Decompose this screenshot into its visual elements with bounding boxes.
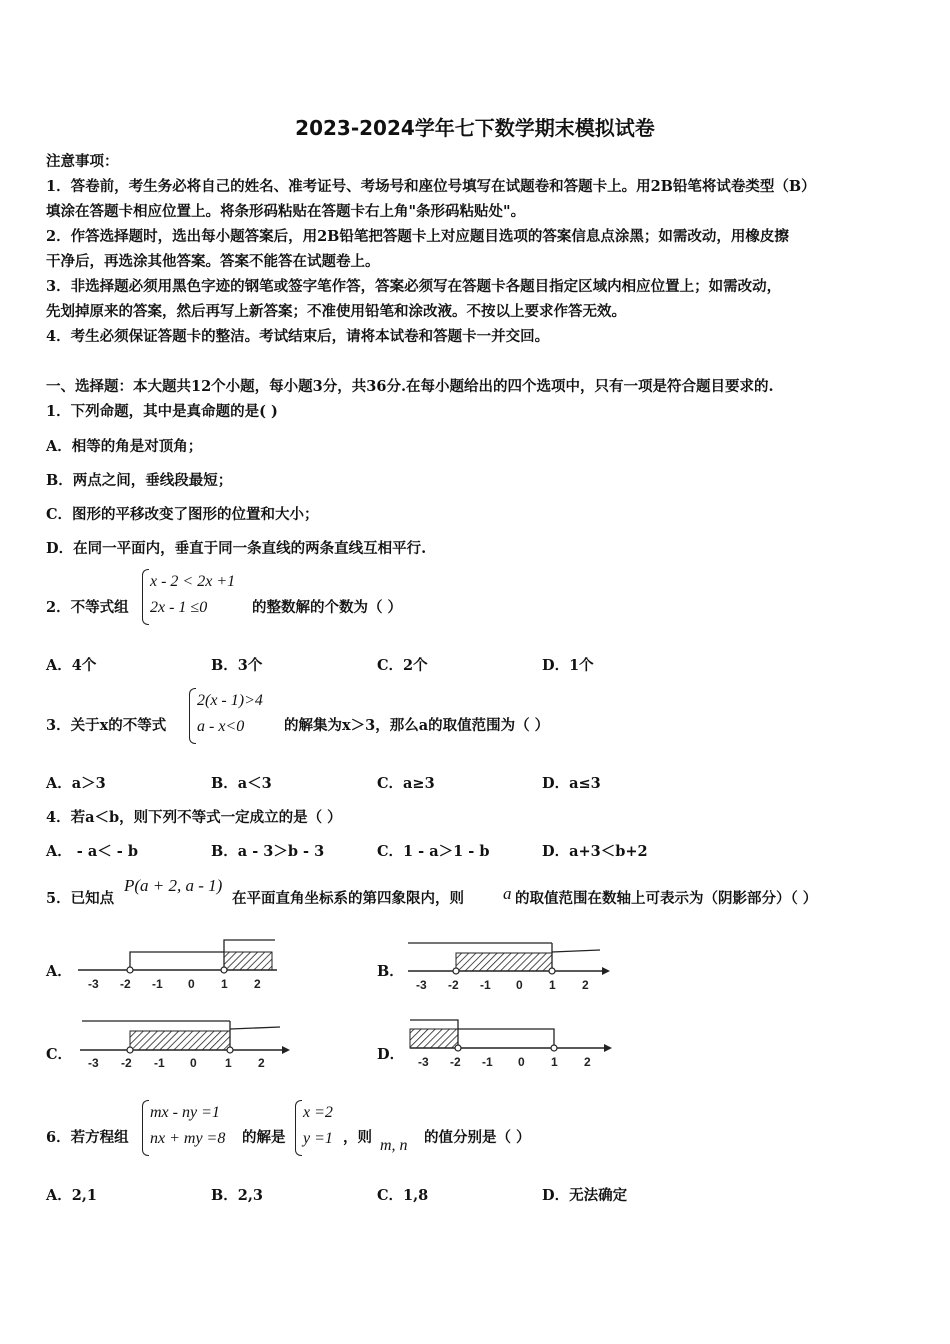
q2-option-a: A．4个 [46, 657, 97, 674]
tick-label: -3 [418, 1055, 429, 1069]
q1-option-a: A．相等的角是对顶角； [46, 438, 203, 455]
q3-option-a: A．a＞3 [46, 775, 106, 792]
q2-option-c: C．2个 [377, 657, 428, 674]
q5-prefix: 5．已知点 [46, 890, 115, 907]
q5-point: P(a + 2, a - 1) [124, 876, 223, 895]
tick-label: -3 [416, 978, 427, 992]
notice-heading: 注意事项： [46, 153, 119, 170]
q4-option-c: C．1 - a＞1 - b [377, 843, 490, 860]
q3-option-d: D．a≤3 [542, 775, 601, 792]
tick-label: 2 [584, 1055, 591, 1069]
tick-label: 1 [551, 1055, 558, 1069]
tick-label: -3 [88, 1056, 99, 1070]
brace [142, 1100, 149, 1156]
tick-label: 0 [516, 978, 523, 992]
q6-option-c: C．1,8 [377, 1187, 429, 1204]
q6-sys1-row-1: mx - ny =1 [150, 1104, 220, 1121]
brace [189, 688, 196, 744]
q2-sys-row-1: x - 2 < 2x +1 [150, 573, 236, 590]
q1-option-d: D．在同一平面内，垂直于同一条直线的两条直线互相平行. [46, 540, 427, 557]
tick-label: -1 [154, 1056, 165, 1070]
notice-line: 填涂在答题卡相应位置上。将条形码粘贴在答题卡右上角"条形码粘贴处"。 [46, 203, 526, 220]
tick-label: -2 [450, 1055, 461, 1069]
tick-label: -2 [120, 977, 131, 991]
tick-label: -2 [121, 1056, 132, 1070]
page-title: 2023-2024学年七下数学期末模拟试卷 [295, 116, 655, 140]
tick-label: 2 [258, 1056, 265, 1070]
q3-sys-row-1: 2(x - 1)>4 [197, 692, 263, 709]
number-line-c [80, 1021, 290, 1070]
q3-option-b: B．a＜3 [211, 775, 272, 792]
tick-label: 2 [582, 978, 589, 992]
q4-stem: 4．若a＜b，则下列不等式一定成立的是（ ） [46, 809, 342, 826]
q5-var: a [503, 884, 512, 903]
notice-line: 1．答卷前，考生务必将自己的姓名、准考证号、考场号和座位号填写在试题卷和答题卡上。用2B铅笔将试卷类型（B） [46, 178, 816, 195]
q3-option-c: C．a≥3 [377, 775, 435, 792]
tick-label: -1 [482, 1055, 493, 1069]
q5-option-c-label: C． [46, 1046, 73, 1063]
q6-option-d: D．无法确定 [542, 1187, 628, 1204]
number-line-b [408, 943, 610, 992]
q3-sys-row-2: a - x<0 [197, 718, 245, 735]
q5-suffix: 的取值范围在数轴上可表示为（阴影部分）（ ） [515, 890, 818, 907]
q6-sys1-row-2: nx + my =8 [150, 1130, 226, 1147]
q2-option-d: D．1个 [542, 657, 594, 674]
q6-sys2-row-1: x =2 [303, 1104, 333, 1121]
tick-label: 1 [549, 978, 556, 992]
q6-vars: m, n [380, 1137, 408, 1154]
number-line-d [410, 1020, 612, 1069]
q6-system-1 [142, 1100, 242, 1154]
brace [142, 569, 149, 625]
brace [295, 1100, 302, 1156]
tick-label: -1 [152, 977, 163, 991]
notice-line: 2．作答选择题时，选出每小题答案后，用2B铅笔把答题卡上对应题目选项的答案信息点涂黑；如需改动，用橡皮擦 [46, 228, 789, 245]
q3-suffix: 的解集为x＞3，那么a的取值范围为（ ） [284, 717, 550, 734]
q5-middle: 在平面直角坐标系的第四象限内，则 [232, 890, 464, 907]
tick-label: 0 [190, 1056, 197, 1070]
q5-option-b-label: B． [377, 963, 404, 980]
q2-system [142, 569, 252, 623]
q5-option-a-label: A． [46, 963, 72, 980]
q4-option-d: D．a+3＜b+2 [542, 843, 648, 860]
q6-option-b: B．2,3 [211, 1187, 263, 1204]
q6-system-2 [295, 1100, 347, 1154]
q2-option-b: B．3个 [211, 657, 263, 674]
q1-option-c: C．图形的平移改变了图形的位置和大小； [46, 506, 319, 523]
q6-option-a: A．2,1 [46, 1187, 97, 1204]
q2-sys-row-2: 2x - 1 ≤0 [150, 599, 208, 616]
q6-then: ，则 [343, 1129, 372, 1146]
q3-prefix: 3．关于x的不等式 [46, 717, 167, 734]
notice-line: 4．考生必须保证答题卡的整洁。考试结束后，请将本试卷和答题卡一并交回。 [46, 328, 550, 345]
number-line-a [78, 940, 277, 991]
q6-suffix: 的值分别是（ ） [424, 1129, 531, 1146]
q6-prefix: 6．若方程组 [46, 1129, 129, 1146]
q5-option-d-label: D． [377, 1046, 405, 1063]
q4-option-b: B．a - 3＞b - 3 [211, 843, 325, 860]
q4-option-a: A． - a＜ - b [46, 843, 139, 860]
q1-stem: 1．下列命题，其中是真命题的是( ) [46, 403, 278, 420]
q3-system [189, 688, 284, 742]
notice-line: 3．非选择题必须用黑色字迹的钢笔或签字笔作答，答案必须写在答题卡各题目指定区域内相应位置上；如需改动， [46, 278, 782, 295]
tick-label: 2 [254, 977, 261, 991]
section-heading: 一、选择题：本大题共12个小题，每小题3分，共36分.在每小题给出的四个选项中，只有一项是符合题目要求的. [46, 378, 774, 395]
tick-label: -2 [448, 978, 459, 992]
tick-label: -1 [480, 978, 491, 992]
q6-sys2-row-2: y =1 [303, 1130, 333, 1147]
q6-middle: 的解是 [242, 1129, 286, 1146]
tick-label: 0 [518, 1055, 525, 1069]
tick-label: 0 [188, 977, 195, 991]
tick-label: -3 [88, 977, 99, 991]
notice-line: 先划掉原来的答案，然后再写上新答案；不准使用铅笔和涂改液。不按以上要求作答无效。 [46, 303, 626, 320]
tick-label: 1 [225, 1056, 232, 1070]
tick-label: 1 [221, 977, 228, 991]
notice-line: 干净后，再选涂其他答案。答案不能答在试题卷上。 [46, 253, 380, 270]
q2-prefix: 2．不等式组 [46, 599, 129, 616]
q1-option-b: B．两点之间，垂线段最短； [46, 472, 233, 489]
q2-suffix: 的整数解的个数为（ ） [252, 599, 403, 616]
